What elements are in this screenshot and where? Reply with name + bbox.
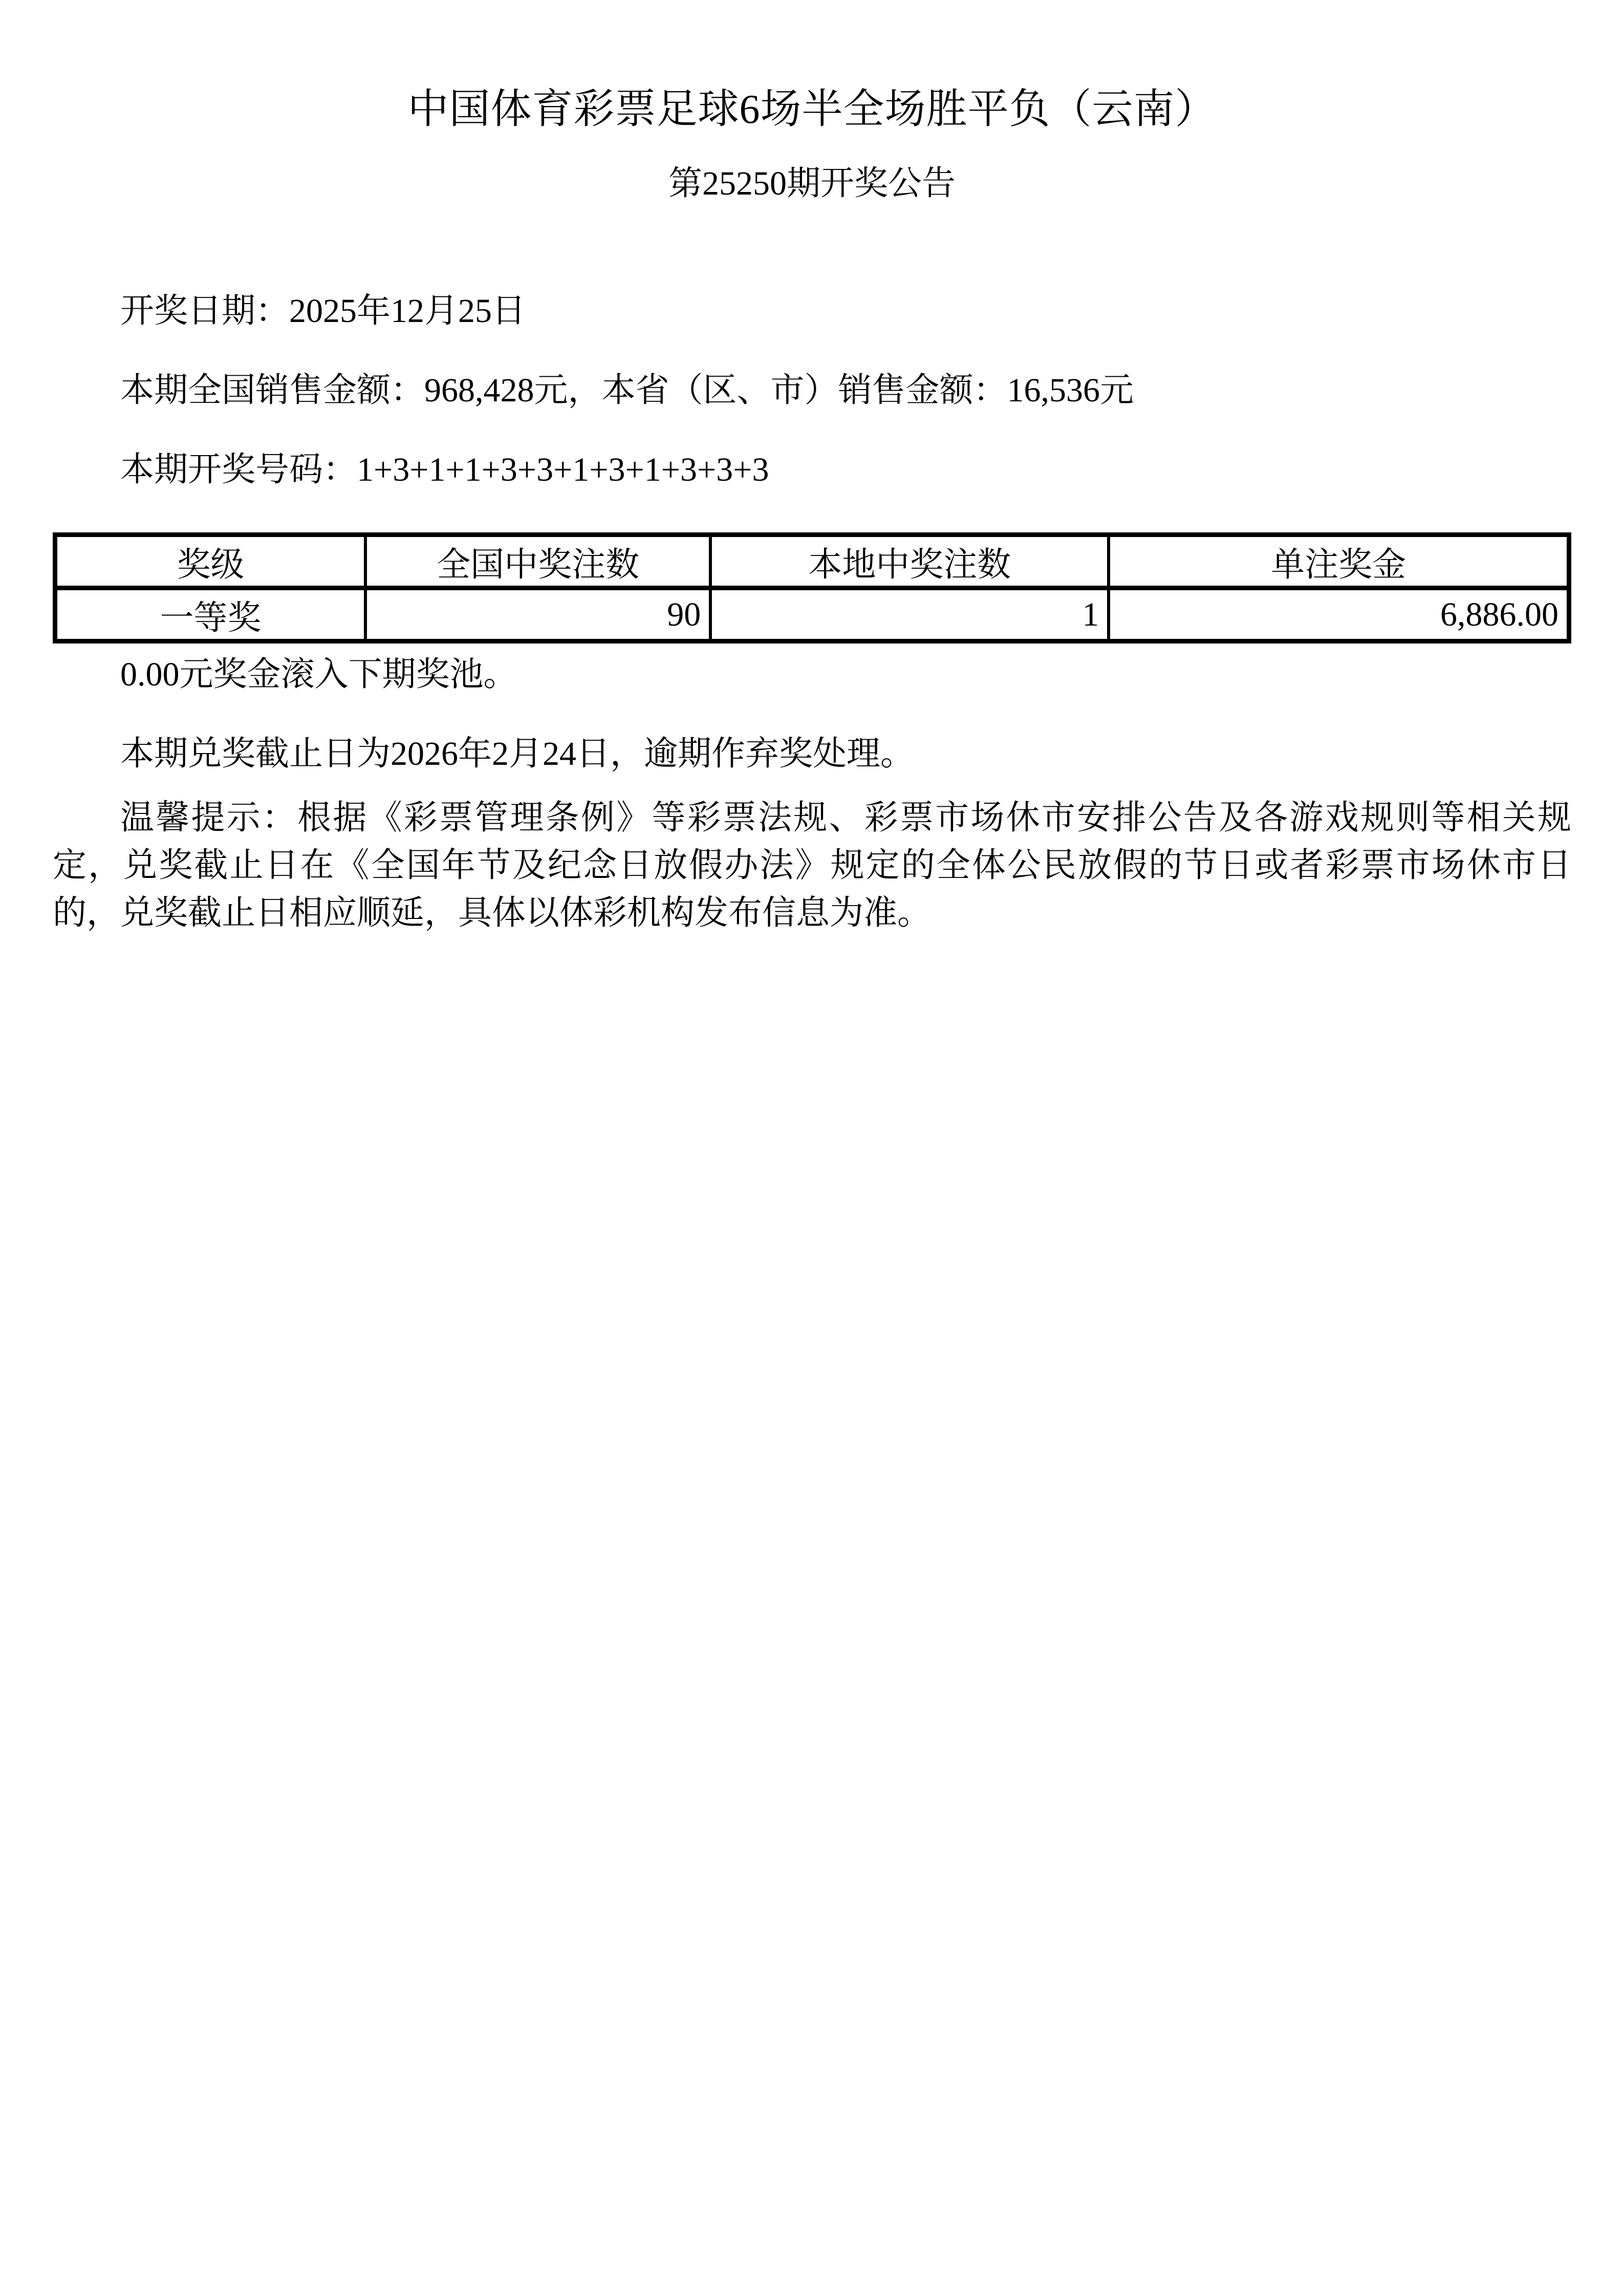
page-title: 中国体育彩票足球6场半全场胜平负（云南） (407, 87, 1217, 132)
prize-table (53, 532, 1571, 643)
header-single-prize: 单注奖金 (1109, 535, 1569, 588)
header-prize-level: 奖级 (55, 535, 365, 588)
notice-paragraph: 温馨提示：根据《彩票管理条例》等彩票法规、彩票市场休市安排公告及各游戏规则等相关规定，兑奖截止日在《全国年节及纪念日放假办法》规定的全体公民放假的节日或者彩票市场休市日的，兑奖截止日相应顺延，具体以体彩机构发布信息为准。 (53, 799, 1571, 932)
cell-local-count: 1 (710, 588, 1109, 641)
prize-table-row (55, 588, 1569, 641)
draw-date-line: 开奖日期：2025年12月25日 (120, 292, 526, 330)
header-national-count: 全国中奖注数 (365, 535, 710, 588)
sales-amount-line: 本期全国销售金额：968,428元，本省（区、市）销售金额：16,536元 (120, 372, 1134, 409)
rollover-line: 0.00元奖金滚入下期奖池。 (120, 656, 517, 693)
cell-national-count: 90 (365, 588, 710, 641)
cell-single-prize: 6,886.00 (1109, 588, 1569, 641)
deadline-line: 本期兑奖截止日为2026年2月24日，逾期作弃奖处理。 (120, 735, 914, 773)
page-subtitle: 第25250期开奖公告 (668, 165, 956, 202)
winning-numbers-line: 本期开奖号码：1+3+1+1+3+3+1+3+1+3+3+3 (120, 451, 769, 488)
prize-table-header-row (55, 535, 1569, 588)
header-local-count: 本地中奖注数 (710, 535, 1109, 588)
cell-prize-level: 一等奖 (55, 588, 365, 641)
